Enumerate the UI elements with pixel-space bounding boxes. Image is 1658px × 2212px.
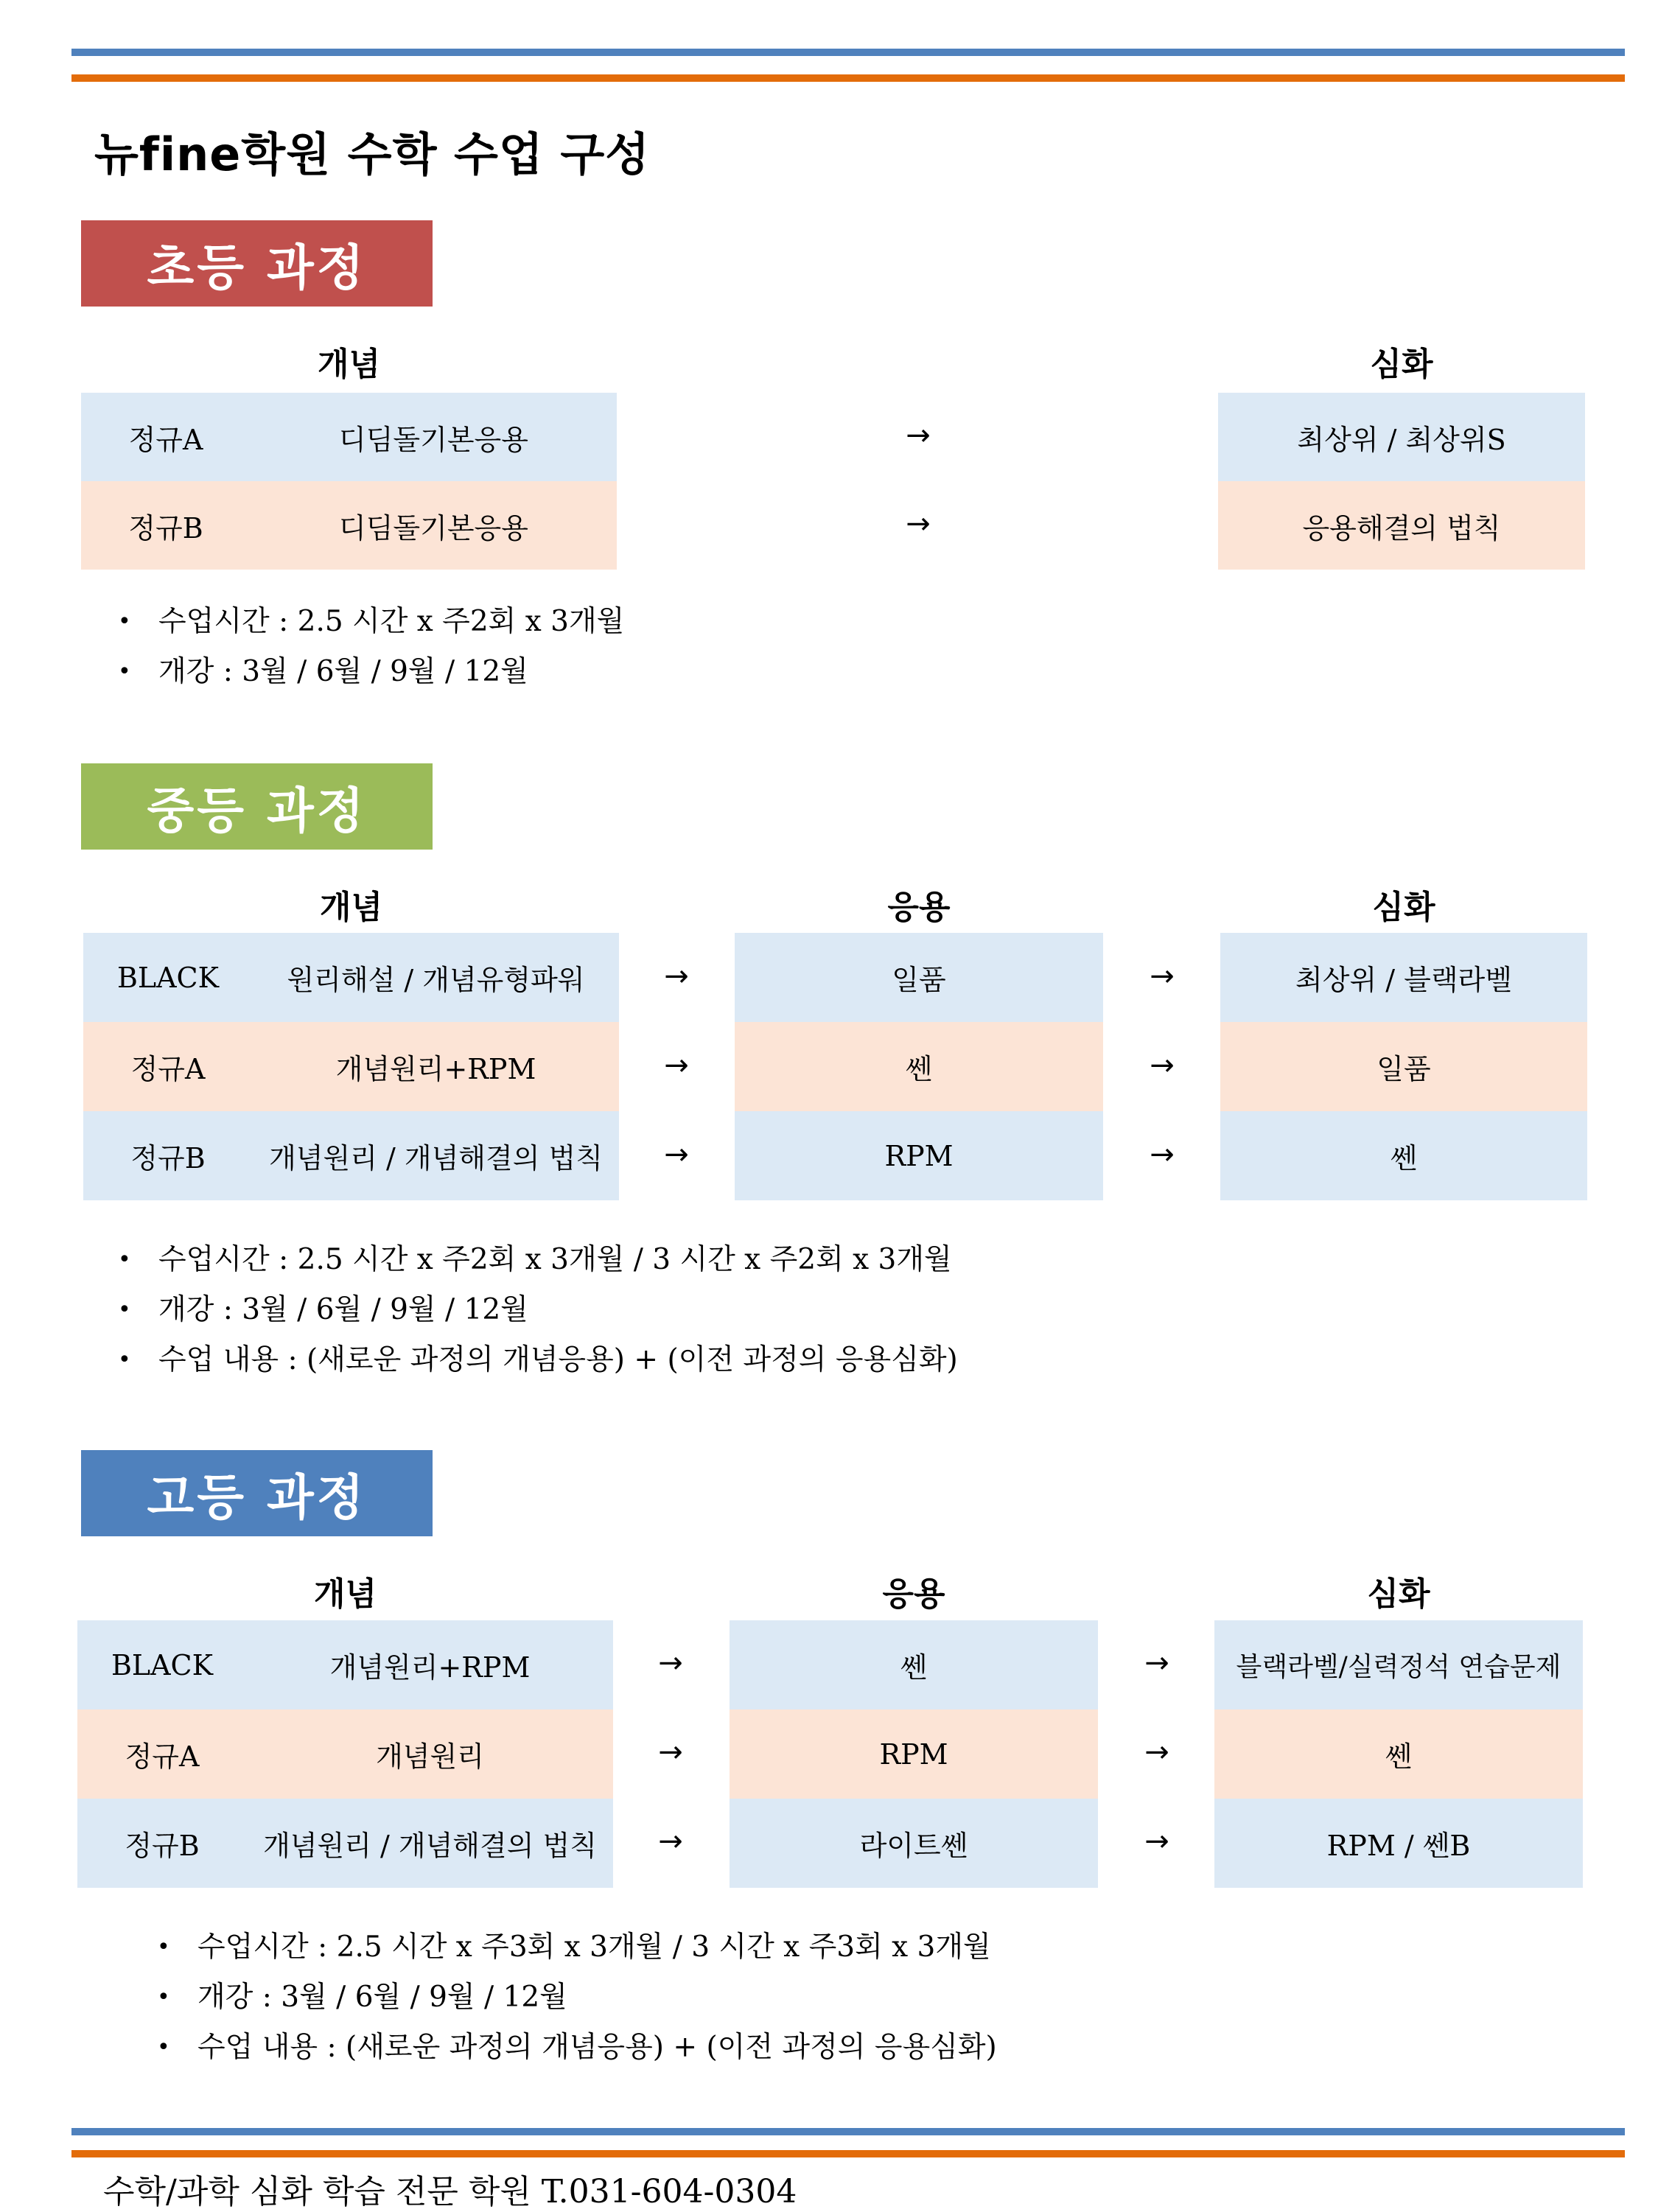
- advanced-book: 블랙라벨/실력정석 연습문제: [1214, 1620, 1583, 1709]
- concept-book: 개념원리 / 개념해결의 법칙: [269, 1142, 603, 1175]
- list-item: • 수업시간 : 2.5 시간 x 주3회 x 3개월 / 3 시간 x 주3회 x 3개월: [157, 1922, 997, 1973]
- high-header-applied: 응용: [882, 1575, 945, 1613]
- middle-row-b: [83, 1111, 619, 1200]
- arrow-icon: →: [664, 959, 689, 993]
- row-label: 정규A: [128, 423, 203, 456]
- arrow-icon: →: [906, 507, 931, 541]
- row-label: 정규B: [130, 1142, 206, 1175]
- footer-contact: 수학/과학 심화 학습 전문 학원 T.031-604-0304: [103, 2173, 797, 2211]
- elementary-row-b: [81, 481, 617, 570]
- arrow-icon: →: [1150, 1049, 1175, 1082]
- arrow-icon: →: [1144, 1824, 1169, 1858]
- arrow-icon: →: [1150, 959, 1175, 993]
- list-item: • 개강 : 3월 / 6월 / 9월 / 12월: [157, 1973, 997, 2023]
- middle-badge: 중등 과정: [81, 763, 433, 850]
- list-item: • 수업 내용 : (새로운 과정의 개념응용) + (이전 과정의 응용심화): [118, 1335, 958, 1385]
- arrow-icon: →: [1144, 1735, 1169, 1769]
- concept-book: 디딤돌기본응용: [339, 511, 528, 545]
- bottom-rule-blue: [71, 2128, 1625, 2135]
- arrow-icon: →: [658, 1735, 683, 1769]
- high-header-concept: 개념: [313, 1575, 377, 1613]
- applied-book: RPM: [735, 1111, 1103, 1200]
- arrow-icon: →: [664, 1138, 689, 1172]
- top-rule-orange: [71, 74, 1625, 82]
- high-badge: 고등 과정: [81, 1450, 433, 1536]
- middle-header-advanced: 심화: [1372, 889, 1435, 926]
- arrow-icon: →: [906, 419, 931, 452]
- row-label: 정규A: [130, 1053, 206, 1085]
- applied-book: 라이트쎈: [730, 1799, 1098, 1888]
- list-item: • 수업시간 : 2.5 시간 x 주2회 x 3개월 / 3 시간 x 주2회 x 3개월: [118, 1235, 958, 1285]
- concept-book: 원리해설 / 개념유형파워: [287, 964, 585, 996]
- applied-book: 쎈: [730, 1620, 1098, 1709]
- advanced-book: 쎈: [1214, 1709, 1583, 1799]
- middle-row-black: [83, 933, 619, 1022]
- applied-book: 일품: [735, 933, 1103, 1022]
- elementary-header-advanced: 심화: [1370, 346, 1433, 383]
- elementary-header-concept: 개념: [317, 346, 380, 383]
- concept-book: 디딤돌기본응용: [339, 423, 528, 456]
- elementary-badge: 초등 과정: [81, 220, 433, 307]
- arrow-icon: →: [1144, 1646, 1169, 1680]
- elementary-info-list: [118, 597, 624, 697]
- page-title: 뉴fine학원 수학 수업 구성: [94, 127, 651, 181]
- applied-book: RPM: [730, 1709, 1098, 1799]
- list-item: • 수업 내용 : (새로운 과정의 개념응용) + (이전 과정의 응용심화): [157, 2023, 997, 2073]
- list-item: • 개강 : 3월 / 6월 / 9월 / 12월: [118, 1285, 958, 1335]
- top-rule-blue: [71, 49, 1625, 56]
- middle-row-a: [83, 1022, 619, 1111]
- advanced-book: 최상위 / 블랙라벨: [1220, 933, 1587, 1022]
- concept-book: 개념원리 / 개념해결의 법칙: [263, 1830, 597, 1862]
- concept-book: 개념원리: [376, 1740, 484, 1773]
- list-item: • 개강 : 3월 / 6월 / 9월 / 12월: [118, 647, 624, 697]
- high-row-black: [77, 1620, 613, 1709]
- high-row-b: [77, 1799, 613, 1888]
- advanced-book: 일품: [1220, 1022, 1587, 1111]
- concept-book: 개념원리+RPM: [335, 1053, 536, 1085]
- elementary-row-a: [81, 393, 617, 481]
- advanced-book: 응용해결의 법칙: [1218, 481, 1585, 570]
- arrow-icon: →: [664, 1049, 689, 1082]
- list-item: • 수업시간 : 2.5 시간 x 주2회 x 3개월: [118, 597, 624, 647]
- row-label: BLACK: [116, 961, 220, 994]
- row-label: BLACK: [111, 1648, 214, 1681]
- advanced-book: 최상위 / 최상위S: [1218, 393, 1585, 481]
- middle-header-applied: 응용: [887, 889, 951, 926]
- middle-info-list: [118, 1235, 958, 1385]
- row-label: 정규A: [125, 1740, 200, 1773]
- arrow-icon: →: [658, 1824, 683, 1858]
- high-row-a: [77, 1709, 613, 1799]
- applied-book: 쎈: [735, 1022, 1103, 1111]
- row-label: 정규B: [125, 1830, 200, 1862]
- bottom-rule-orange: [71, 2150, 1625, 2157]
- middle-header-concept: 개념: [319, 889, 382, 926]
- concept-book: 개념원리+RPM: [329, 1651, 531, 1684]
- arrow-icon: →: [1150, 1138, 1175, 1172]
- high-info-list: [157, 1922, 997, 2073]
- high-header-advanced: 심화: [1367, 1575, 1430, 1613]
- advanced-book: 쎈: [1220, 1111, 1587, 1200]
- advanced-book: RPM / 쎈B: [1214, 1799, 1583, 1888]
- row-label: 정규B: [128, 511, 203, 545]
- arrow-icon: →: [658, 1646, 683, 1680]
